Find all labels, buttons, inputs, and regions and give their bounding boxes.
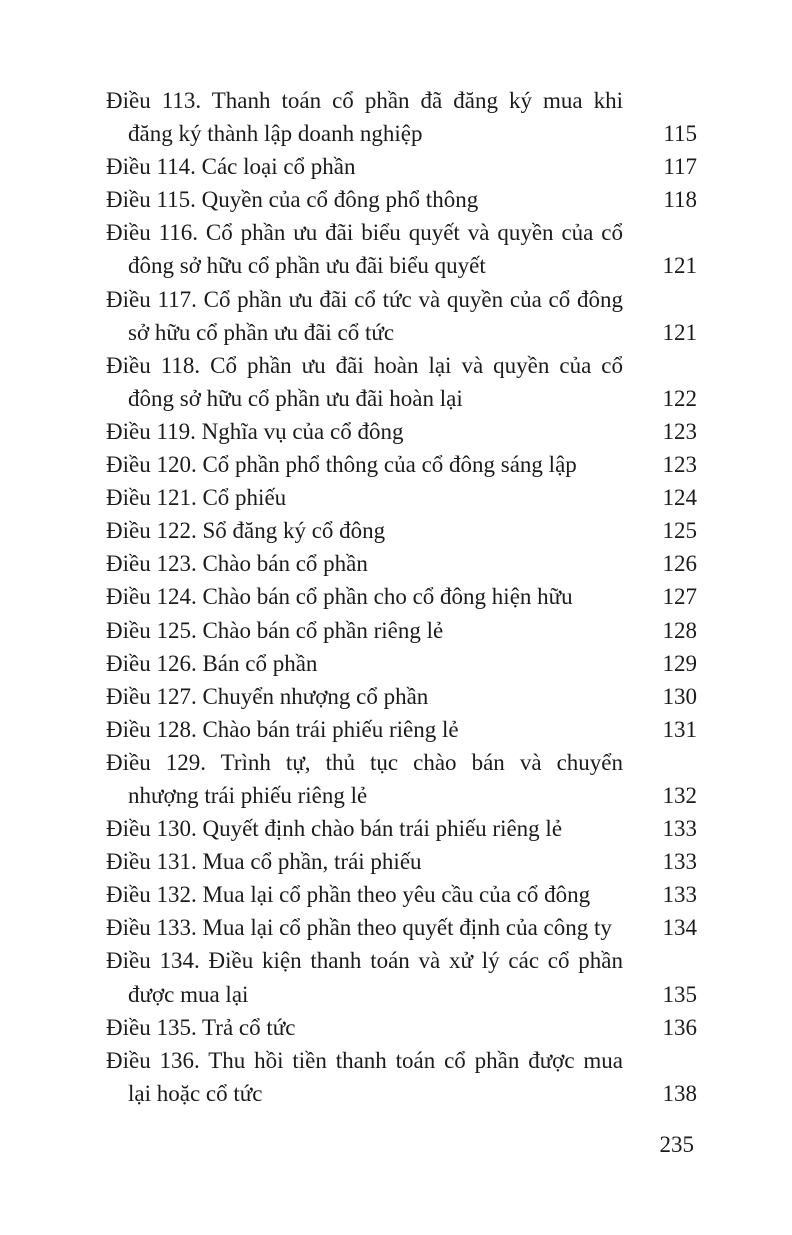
toc-entry [106, 547, 697, 580]
footer-page-number: 235 [659, 1132, 694, 1157]
toc-entry [106, 349, 697, 415]
toc-entry-title [106, 183, 623, 216]
toc-entry-title [106, 216, 623, 282]
toc-entry-title [106, 680, 623, 713]
toc-entry [106, 614, 697, 647]
toc-entry-title [106, 283, 623, 349]
toc-entry-title [106, 845, 623, 878]
toc-entry-title [106, 448, 623, 481]
toc-entry-title [106, 614, 623, 647]
toc-entry-line: Điều 121. Cổ phiếu [106, 485, 287, 511]
toc-entry-line: Điều 128. Chào bán trái phiếu riêng lẻ [106, 716, 459, 742]
toc-entry-title [106, 1011, 623, 1044]
toc-entry [106, 680, 697, 713]
toc-entry-line: Điều 118. Cổ phần ưu đãi hoàn lại và quyền của cổ [106, 352, 623, 378]
toc-entry-page: 138 [662, 1080, 697, 1106]
toc-entry [106, 713, 697, 746]
toc-entry [106, 911, 697, 944]
toc-entry-title [106, 150, 623, 183]
toc-entry-line: đăng ký thành lập doanh nghiệp [128, 121, 423, 147]
toc-entry-line: Điều 116. Cổ phần ưu đãi biểu quyết và quyền của cổ [106, 220, 623, 246]
toc-entry-title [106, 415, 623, 448]
toc-entry-line: lại hoặc cổ tức [128, 1080, 263, 1106]
toc-entry-line: đông sở hữu cổ phần ưu đãi hoàn lại [128, 385, 463, 411]
toc-entry-page: 127 [662, 584, 697, 610]
toc-entry-title [106, 514, 623, 547]
toc-entry-line: Điều 133. Mua lại cổ phần theo quyết định của công ty [106, 915, 612, 941]
toc-entry-title [106, 84, 623, 150]
toc-entry-title [106, 580, 623, 613]
toc-entry-page: 134 [662, 915, 697, 941]
toc-entry-line: Điều 119. Nghĩa vụ của cổ đông [106, 418, 404, 444]
toc-entry [106, 580, 697, 613]
toc-entry-page: 133 [662, 882, 697, 908]
toc-entry-page: 117 [663, 154, 697, 180]
toc-entry-line: đông sở hữu cổ phần ưu đãi biểu quyết [128, 253, 486, 279]
toc-entry-title [106, 481, 623, 514]
toc-entry-title [106, 713, 623, 746]
toc-entry-line: Điều 123. Chào bán cổ phần [106, 551, 368, 577]
toc-entry [106, 448, 697, 481]
toc-entry-page: 121 [662, 253, 697, 279]
toc-list [106, 84, 697, 1110]
toc-entry [106, 845, 697, 878]
toc-entry [106, 150, 697, 183]
toc-entry-line: Điều 125. Chào bán cổ phần riêng lẻ [106, 617, 444, 643]
toc-entry [106, 283, 697, 349]
toc-entry [106, 216, 697, 282]
toc-entry [106, 514, 697, 547]
toc-entry [106, 647, 697, 680]
toc-entry-title [106, 944, 623, 1010]
toc-entry-page: 135 [662, 981, 697, 1007]
toc-entry-line: Điều 126. Bán cổ phần [106, 650, 318, 676]
toc-entry-line: Điều 113. Thanh toán cổ phần đã đăng ký mua khi [106, 88, 623, 113]
toc-entry-line: nhượng trái phiếu riêng lẻ [128, 782, 368, 808]
toc-entry-page: 121 [662, 319, 697, 345]
toc-entry-line: Điều 114. Các loại cổ phần [106, 154, 356, 180]
toc-entry [106, 481, 697, 514]
toc-entry-page: 132 [662, 782, 697, 808]
toc-entry-page: 130 [662, 683, 697, 709]
toc-entry-line: Điều 120. Cổ phần phổ thông của cổ đông sáng lập [106, 452, 577, 478]
toc-entry-title [106, 1044, 623, 1110]
toc-entry-title [106, 547, 623, 580]
toc-entry-line: Điều 131. Mua cổ phần, trái phiếu [106, 849, 422, 875]
toc-entry-page: 123 [662, 418, 697, 444]
toc-entry [106, 878, 697, 911]
toc-entry [106, 183, 697, 216]
toc-entry-page: 122 [662, 385, 697, 411]
toc-entry-page: 123 [662, 452, 697, 478]
toc-entry-page: 115 [663, 121, 697, 147]
toc-entry-line: Điều 124. Chào bán cổ phần cho cổ đông hiện hữu [106, 584, 573, 610]
toc-entry-page: 131 [662, 716, 697, 742]
toc-entry [106, 84, 697, 150]
toc-entry-page: 136 [662, 1014, 697, 1040]
toc-entry [106, 944, 697, 1010]
toc-entry-line: Điều 115. Quyền của cổ đông phổ thông [106, 187, 479, 213]
toc-entry [106, 415, 697, 448]
toc-entry-page: 118 [663, 187, 697, 213]
toc-entry-title [106, 349, 623, 415]
toc-entry-line: Điều 132. Mua lại cổ phần theo yêu cầu của cổ đông [106, 882, 591, 908]
toc-entry-line: Điều 122. Sổ đăng ký cổ đông [106, 518, 386, 544]
toc-entry [106, 1044, 697, 1110]
toc-entry-page: 128 [662, 617, 697, 643]
toc-entry-page: 133 [662, 816, 697, 842]
toc-entry-title [106, 812, 623, 845]
toc-entry-line: được mua lại [128, 981, 249, 1007]
toc-entry-title [106, 746, 623, 812]
toc-entry-page: 125 [662, 518, 697, 544]
toc-entry-line: Điều 127. Chuyển nhượng cổ phần [106, 683, 429, 709]
toc-entry [106, 1011, 697, 1044]
toc-entry-title [106, 911, 623, 944]
toc-entry-title [106, 878, 623, 911]
toc-entry-line: Điều 135. Trả cổ tức [106, 1014, 296, 1040]
toc-entry-title [106, 647, 623, 680]
toc-entry-line: sở hữu cổ phần ưu đãi cổ tức [128, 319, 395, 345]
toc-entry-page: 126 [662, 551, 697, 577]
toc-entry-line: Điều 134. Điều kiện thanh toán và xử lý các cổ phần [106, 948, 623, 974]
toc-entry [106, 812, 697, 845]
toc-entry-line: Điều 130. Quyết định chào bán trái phiếu riêng lẻ [106, 816, 563, 842]
toc-entry-page: 133 [662, 849, 697, 875]
toc-entry-line: Điều 117. Cổ phần ưu đãi cổ tức và quyền của cổ đông [106, 286, 623, 312]
toc-entry [106, 746, 697, 812]
toc-entry-page: 129 [662, 650, 697, 676]
toc-entry-line: Điều 136. Thu hồi tiền thanh toán cổ phần được mua [106, 1047, 623, 1073]
toc-entry-line: Điều 129. Trình tự, thủ tục chào bán và chuyển [106, 749, 623, 775]
toc-entry-page: 124 [662, 485, 697, 511]
